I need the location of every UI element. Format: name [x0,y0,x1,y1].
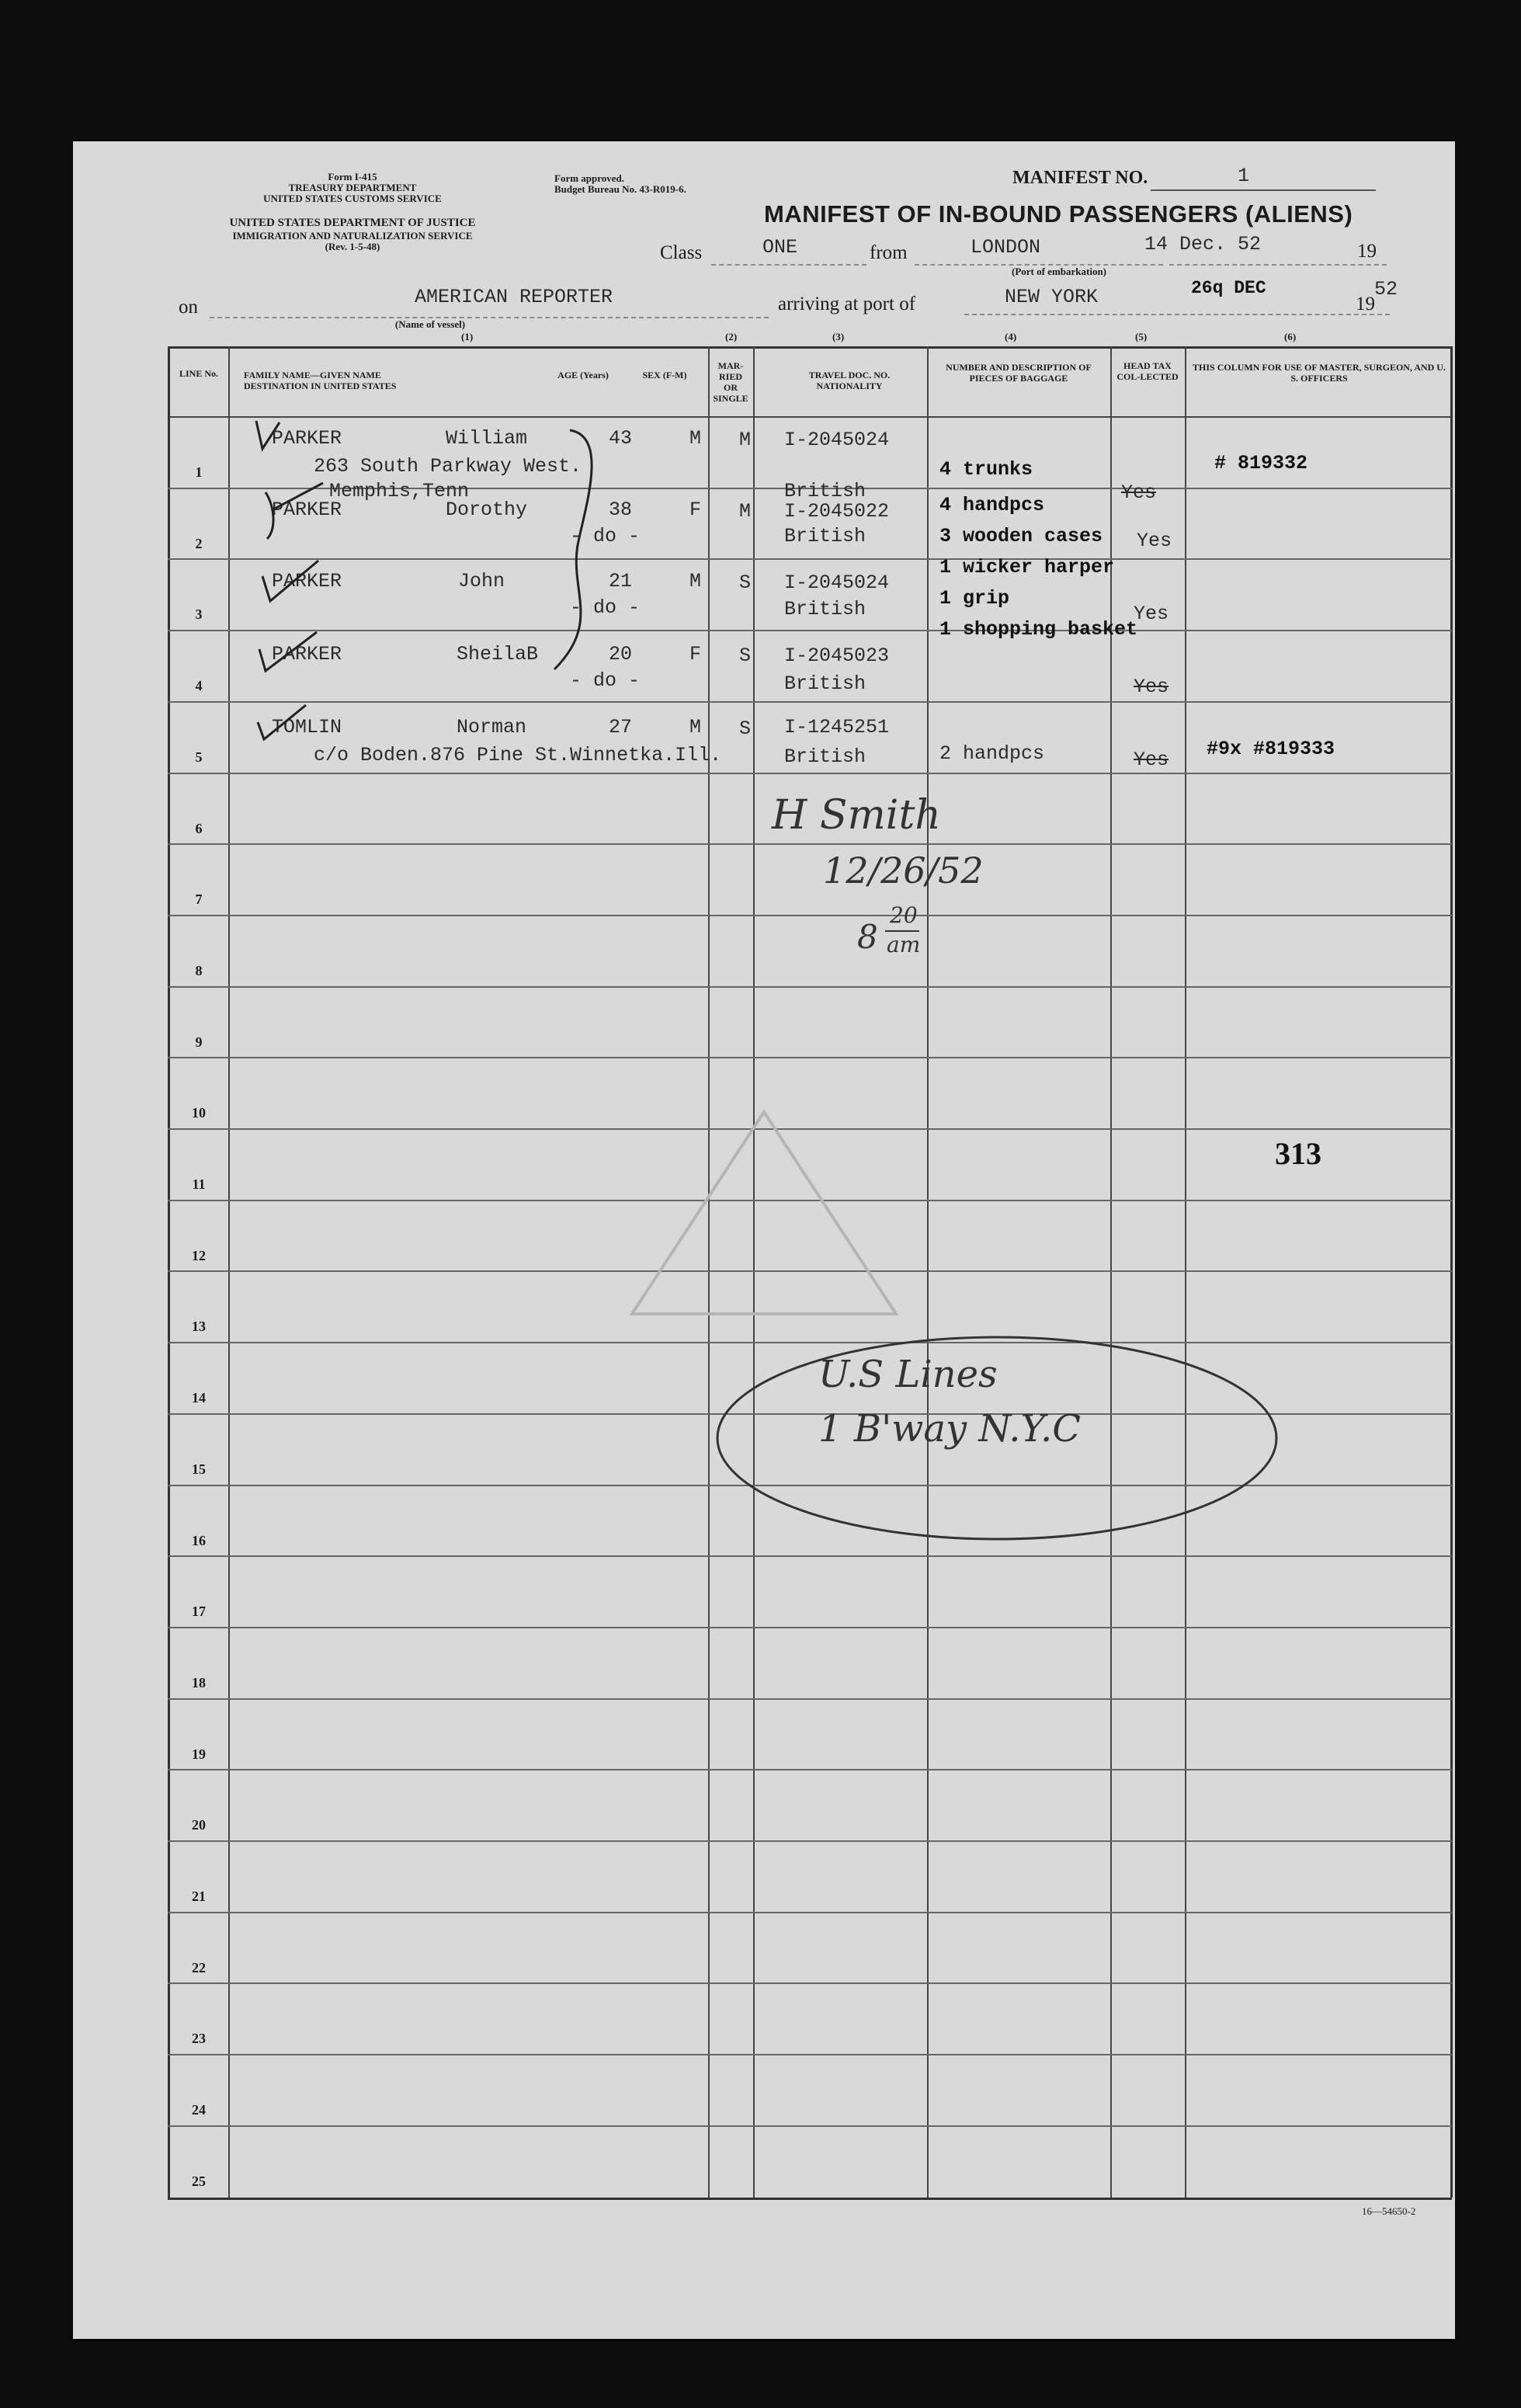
circled-note-line1: U.S Lines [818,1353,998,1396]
p4-sex: F [689,643,702,665]
p5-doc: I-1245251 [784,716,890,738]
class-label: Class [660,242,703,263]
vessel-note: (Name of vessel) [394,318,466,330]
head-tax-header-text: HEAD TAX COL-LECTED [1116,360,1179,382]
check-icon [256,421,280,449]
destination-header: DESTINATION IN UNITED STATES [244,380,397,391]
p1-family: PARKER [272,427,342,450]
baggage-item: 1 shopping basket [939,618,1138,641]
row-divider [168,843,1452,845]
footer-code: 16—54650-2 [1362,2205,1416,2217]
name-header: FAMILY NAME—GIVEN NAME [244,370,381,380]
p2-marital: M [739,500,752,523]
col-num-4: (4) [1005,331,1017,342]
col-num-5: (5) [1135,331,1148,342]
p4-age: 20 [609,643,633,665]
budget-bureau: Budget Bureau No. 43-R019-6. [554,183,686,195]
family-bracket [73,141,1455,840]
line-number: 7 [195,891,203,908]
p1-dest2: Memphis,Tenn [329,480,470,502]
p3-sex: M [689,570,702,592]
p5-dest: c/o Boden.876 Pine St.Winnetka.Ill. [314,744,722,766]
travel-doc-header: TRAVEL DOC. NO. NATIONALITY [808,370,891,391]
p2-given: Dorothy [446,499,528,521]
row-divider [168,1555,1452,1557]
line-number: 15 [192,1461,206,1477]
justice-department: UNITED STATES DEPARTMENT OF JUSTICE [229,217,476,229]
p3-head-tax: Yes [1134,603,1169,625]
inspection-date: 12/26/52 [823,850,984,891]
class-value: ONE [762,236,798,259]
p1-head-tax: Yes [1121,481,1157,504]
form-approved: Form approved. [554,172,625,184]
col-num-6: (6) [1284,331,1297,342]
row-divider [168,915,1452,916]
p3-age: 21 [609,570,633,592]
time-ampm: am [887,932,921,957]
p5-marital: S [739,718,752,740]
from-value: LONDON [971,236,1041,259]
p3-nationality: British [784,598,866,620]
p2-nationality: British [784,525,866,547]
p5-family: TOMLIN [272,716,342,738]
p1-given: William [446,427,528,450]
line-number: 1 [195,464,203,480]
p5-age: 27 [609,716,633,738]
p4-dest: - do - [570,669,641,692]
p3-given: John [458,570,505,592]
row-divider [168,1912,1452,1913]
baggage-item: 2 handpcs [939,742,1045,765]
baggage-item: 3 wooden cases [939,525,1103,547]
p2-age: 38 [609,499,633,521]
p4-given: SheilaB [457,643,539,665]
col-num-1: (1) [461,331,474,342]
line-number: 8 [195,962,203,978]
line-number: 16 [192,1532,206,1548]
line-number: 9 [195,1034,203,1050]
p5-sex: M [689,716,702,738]
inspector-signature: H Smith [772,792,941,839]
p2-head-tax: Yes [1137,530,1172,552]
revision: (Rev. 1-5-48) [325,241,380,252]
faint-stamp [616,1096,912,1329]
treasury-department: TREASURY DEPARTMENT [288,182,417,193]
p1-sex: M [689,427,702,450]
line-number: 24 [192,2102,206,2118]
from-label: from [870,242,908,263]
line-number: 19 [192,1746,206,1762]
row-divider [168,1982,1452,1984]
line-number: 2 [195,535,203,551]
manifest-no-label: MANIFEST NO. [1012,168,1148,188]
p5-officer: #9x #819333 [1207,738,1335,760]
line-number: 11 [192,1176,206,1192]
row-divider [168,1698,1452,1700]
line-number: 13 [192,1319,206,1335]
p2-dest: - do - [570,525,641,547]
p5-head-tax: Yes [1134,749,1169,771]
p1-doc: I-2045024 [784,429,890,451]
marital-header: MAR-RIED OR SINGLE [713,360,748,404]
on-label: on [179,297,198,318]
row-divider [168,2125,1452,2127]
baggage-item: 4 handpcs [939,494,1045,516]
p3-family: PARKER [272,570,342,592]
p4-family: PARKER [272,643,342,665]
line-number: 3 [195,606,203,623]
manifest-page [73,141,1455,2339]
p3-doc: I-2045024 [784,572,890,594]
row-divider [168,986,1452,988]
p2-doc: I-2045022 [784,500,890,523]
arriving-label: arriving at port of [778,294,916,314]
year-label-2: 19 [1356,294,1375,314]
embark-date: 14 Dec. 52 [1144,233,1262,255]
arrival-port: NEW YORK [1005,286,1099,308]
time-hour: 8 [857,918,878,956]
line-number: 10 [192,1105,206,1121]
baggage-item: 1 wicker harper [939,556,1115,579]
stamp-number: 313 [1275,1136,1321,1171]
line-number: 5 [195,749,203,765]
manifest-no: 1 [1238,165,1250,187]
p1-marital: M [739,429,752,451]
line-number: 18 [192,1674,206,1690]
arrival-year: 52 [1374,278,1398,301]
row-divider [168,1840,1452,1842]
baggage-item: 1 grip [939,587,1010,610]
p4-nationality: British [784,672,866,695]
p2-family: PARKER [272,499,342,521]
port-of-embarkation-note: (Port of embarkation) [1011,266,1107,277]
manifest-title: MANIFEST OF IN-BOUND PASSENGERS (ALIENS) [764,200,1353,228]
ins-service: IMMIGRATION AND NATURALIZATION SERVICE [232,230,473,241]
p5-given: Norman [457,716,527,738]
col-num-2: (2) [725,331,738,342]
form-number: Form I-415 [328,171,377,182]
circled-note-line2: 1 B'way N.Y.C [818,1407,1082,1451]
p5-nationality: British [784,745,866,768]
baggage-item: 4 trunks [939,458,1033,481]
p1-officer: # 819332 [1214,452,1308,474]
line-number: 22 [192,1959,206,1975]
line-number: 14 [192,1390,206,1406]
row-divider [168,1627,1452,1628]
line-number: 12 [192,1247,206,1263]
p4-marital: S [739,645,752,667]
arrival-date: 26q DEC [1191,278,1266,298]
line-number: 4 [195,678,203,694]
p3-marital: S [739,572,752,594]
line-number: 6 [195,820,203,836]
time-minutes: 20 [890,902,918,928]
officers-header: THIS COLUMN FOR USE OF MASTER, SURGEON, AND U. S. OFFICERS [1193,362,1446,384]
p1-dest1: 263 South Parkway West. [314,455,582,478]
p2-sex: F [689,499,702,521]
line-number: 23 [192,2031,206,2047]
row-divider [168,1769,1452,1770]
line-number: 17 [192,1604,206,1620]
baggage-header: NUMBER AND DESCRIPTION OF PIECES OF BAGGAGE [946,362,1092,384]
year-label-1: 19 [1357,241,1377,262]
vessel-name: AMERICAN REPORTER [415,286,613,308]
p4-doc: I-2045023 [784,645,890,667]
line-number: 21 [192,1889,206,1904]
p1-nationality: British [784,480,866,502]
p1-age: 43 [609,427,633,450]
line-number: 20 [192,1817,206,1833]
row-divider [168,2054,1452,2055]
line-number: 25 [192,2173,206,2189]
age-header: AGE (Years) [557,370,609,380]
p4-head-tax: Yes [1134,676,1169,698]
row-divider [168,1057,1452,1058]
sex-header: SEX (F-M) [642,370,687,380]
p3-dest: - do - [570,596,641,619]
customs-service: UNITED STATES CUSTOMS SERVICE [263,193,442,204]
line-no-header: LINE No. [179,368,218,379]
col-num-3: (3) [832,331,845,342]
